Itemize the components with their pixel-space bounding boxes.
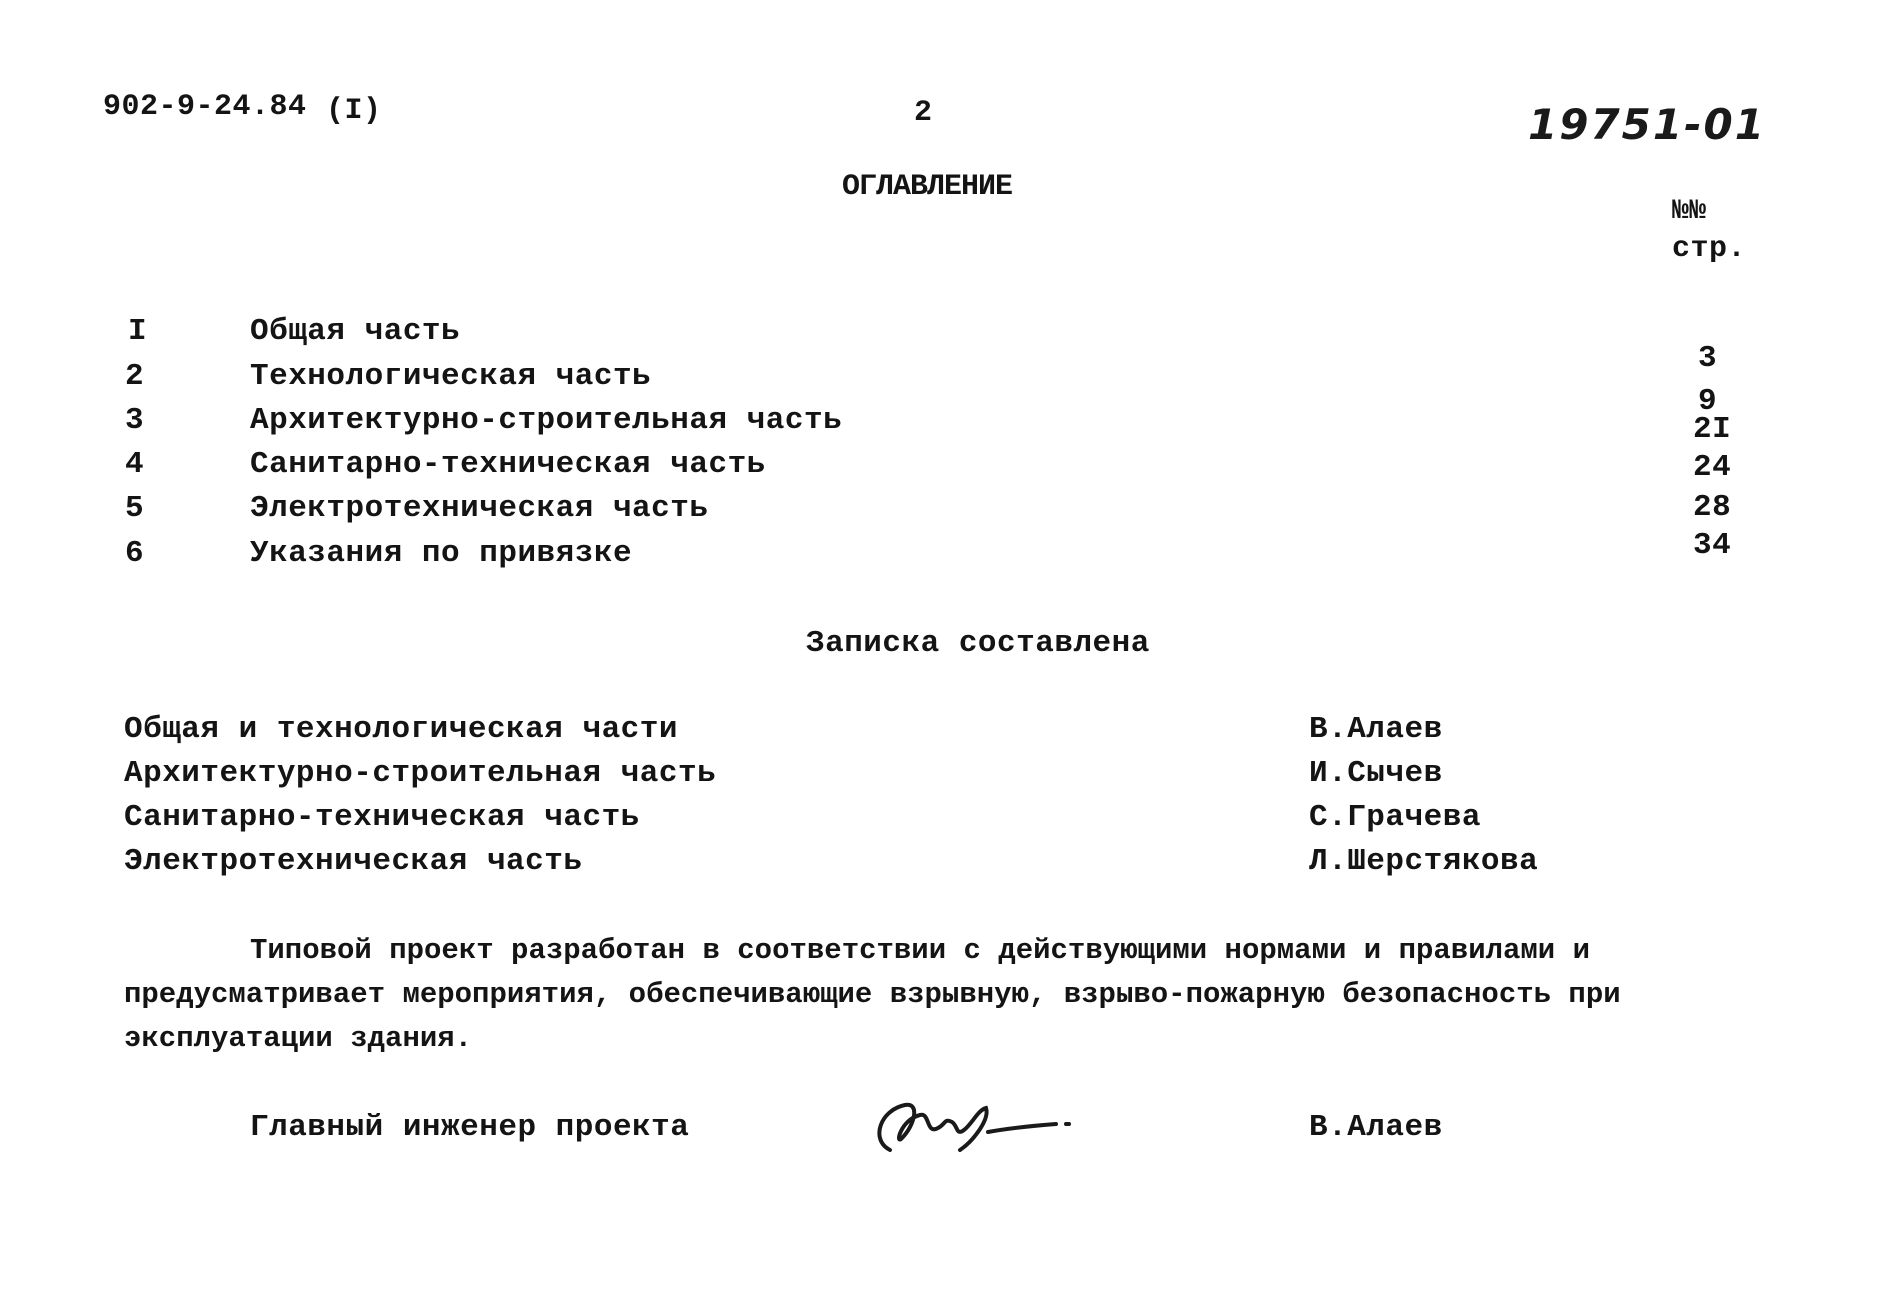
toc-page-col-label-1: №№ (1672, 196, 1707, 227)
toc-item-title: Электротехническая часть (250, 491, 709, 526)
toc-item-page: 28 (1693, 490, 1732, 525)
author-section: Архитектурно-строительная часть (124, 756, 717, 791)
toc-item-num: I (128, 314, 148, 349)
toc-item-title: Санитарно-техническая часть (250, 447, 766, 482)
toc-item-title: Общая часть (250, 314, 461, 349)
toc-item-num: 6 (125, 536, 145, 571)
statement-line: эксплуатации здания. (124, 1022, 473, 1055)
toc-item-num: 5 (125, 491, 145, 526)
handwritten-signature (860, 1080, 1100, 1170)
page-number: 2 (914, 96, 933, 130)
toc-page-col-label-2: стр. (1672, 232, 1747, 266)
toc-item-num: 3 (125, 403, 145, 438)
toc-item-page: 2I (1693, 412, 1732, 447)
statement-line: Типовой проект разработан в соответствии с действующими нормами и правилами и (250, 934, 1591, 967)
signoff-role: Главный инженер проекта (250, 1110, 690, 1145)
doc-code: 902-9-24.84 (103, 90, 307, 124)
authors-title: Записка составлена (806, 626, 1150, 661)
author-section: Общая и технологическая части (124, 712, 678, 747)
statement-line: предусматривает мероприятия, обеспечивающие взрывную, взрыво-пожарную безопасность при (124, 978, 1621, 1011)
toc-item-page: 9 (1698, 384, 1718, 419)
toc-title: ОГЛАВЛЕНИЕ (842, 170, 1013, 204)
author-section: Санитарно-техническая часть (124, 800, 640, 835)
signoff-name: В.Алаев (1309, 1110, 1443, 1145)
toc-item-page: 34 (1693, 528, 1732, 563)
toc-item-title: Архитектурно-строительная часть (250, 403, 843, 438)
toc-item-title: Технологическая часть (250, 359, 652, 394)
author-section: Электротехническая часть (124, 844, 583, 879)
author-name: В.Алаев (1309, 712, 1443, 747)
toc-item-num: 2 (125, 359, 145, 394)
toc-item-page: 3 (1698, 341, 1718, 376)
author-name: И.Сычев (1309, 756, 1443, 791)
author-name: С.Грачева (1309, 800, 1481, 835)
toc-item-page: 24 (1693, 450, 1732, 485)
toc-item-num: 4 (125, 447, 145, 482)
archive-number: 19751-01 (1528, 100, 1766, 149)
doc-part: (I) (326, 94, 382, 128)
author-name: Л.Шерстякова (1309, 844, 1539, 879)
toc-item-title: Указания по привязке (250, 536, 633, 571)
